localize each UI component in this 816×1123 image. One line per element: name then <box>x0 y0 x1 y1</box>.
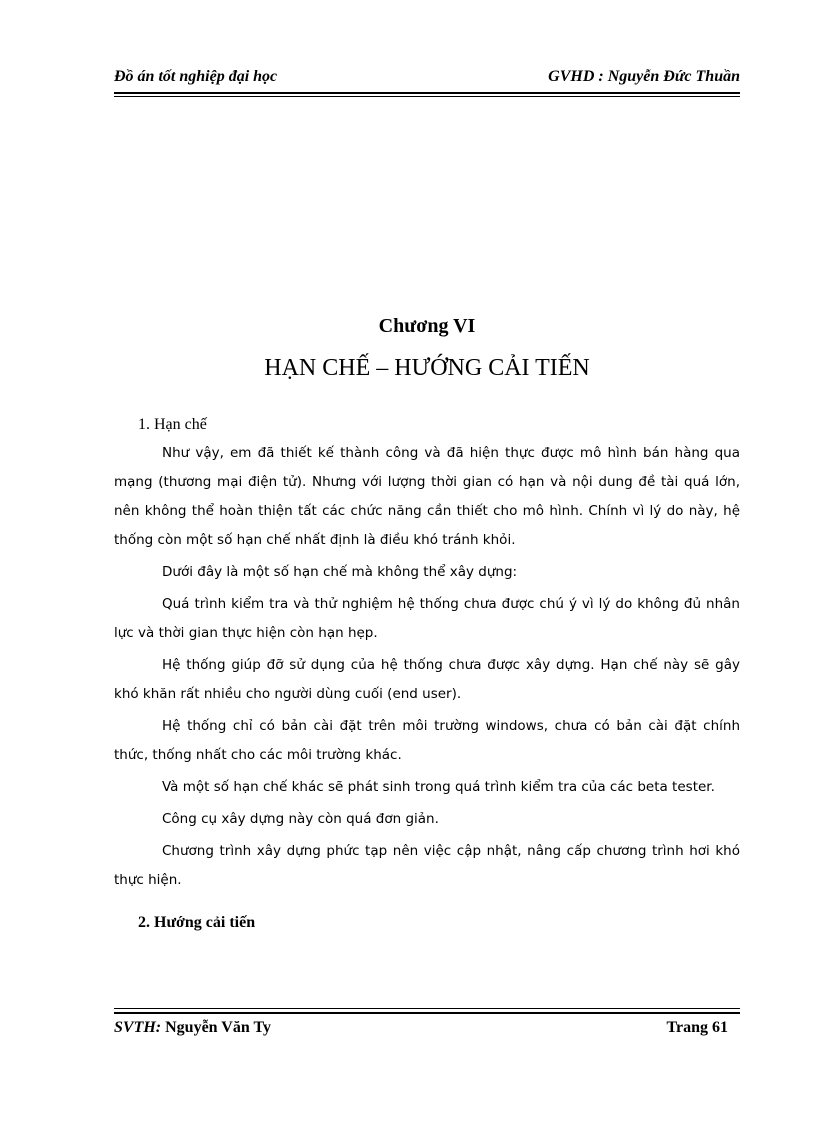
paragraph: Quá trình kiểm tra và thử nghiệm hệ thống chưa được chú ý vì lý do không đủ nhân lực và thời gian thực hiện còn hạn hẹp. <box>114 596 740 641</box>
paragraph: Chương trình xây dựng phức tạp nên việc cập nhật, nâng cấp chương trình hơi khó thực hiện. <box>114 843 740 888</box>
footer-student <box>114 1019 271 1037</box>
page-header <box>114 68 740 90</box>
chapter-number: Chương VI <box>378 315 476 337</box>
footer-student-label: SVTH: <box>114 1019 162 1036</box>
paragraph: Như vậy, em đã thiết kế thành công và đã hiện thực được mô hình bán hàng qua mạng (thương mại điện tử). Nhưng với lượng thời gian có hạn và nội dung đề tài quá lớn, nên không thể hoàn thiện tất các chức năng cần thiết cho mô hình. Chính vì lý do này, hệ thống còn một số hạn chế nhất định là điều khó tránh khỏi. <box>114 445 740 548</box>
page-footer <box>114 1019 740 1041</box>
header-title: Đồ án tốt nghiệp đại học <box>114 68 278 85</box>
paragraph: Hệ thống chỉ có bản cài đặt trên môi trường windows, chưa có bản cài đặt chính thức, thống nhất cho các môi trường khác. <box>114 718 740 763</box>
paragraph: Dưới đây là một số hạn chế mà không thể xây dựng: <box>162 564 518 580</box>
section-heading-improvements: 2. Hướng cải tiến <box>138 914 256 931</box>
header-rule-thin <box>114 96 740 97</box>
paragraph: Và một số hạn chế khác sẽ phát sinh trong quá trình kiểm tra của các beta tester. <box>162 779 715 795</box>
footer-student-name: Nguyễn Văn Ty <box>165 1019 271 1036</box>
chapter-title: HẠN CHẾ – HƯỚNG CẢI TIẾN <box>264 355 590 381</box>
header-rule <box>114 92 740 94</box>
footer-rule-thin <box>114 1008 740 1009</box>
section-heading-limitations: 1. Hạn chế <box>138 416 207 433</box>
paragraph: Hệ thống giúp đỡ sử dụng của hệ thống chưa được xây dựng. Hạn chế này sẽ gây khó khăn rất nhiều cho người dùng cuối (end user). <box>114 657 740 702</box>
header-supervisor: GVHD : Nguyễn Đức Thuần <box>548 68 740 85</box>
footer-rule <box>114 1012 740 1014</box>
page-number: Trang 61 <box>666 1019 728 1036</box>
section-body-limitations <box>114 439 740 895</box>
paragraph: Công cụ xây dựng này còn quá đơn giản. <box>162 811 439 827</box>
